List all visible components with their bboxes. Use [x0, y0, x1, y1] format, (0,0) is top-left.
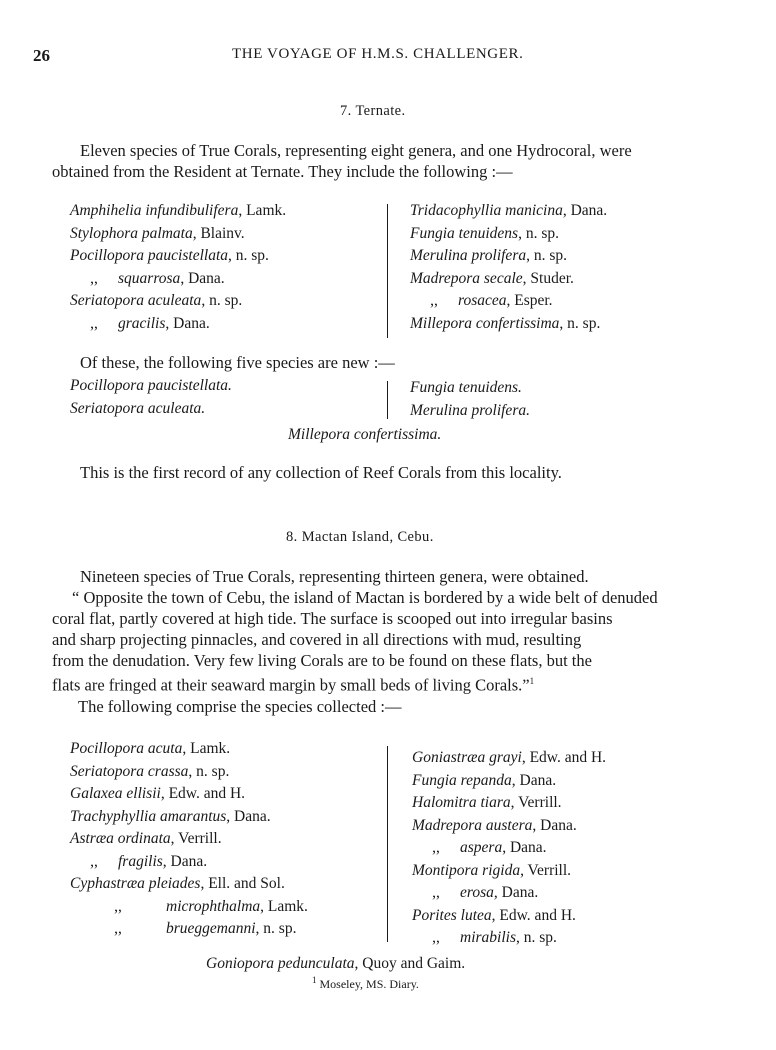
page-number: 26 — [33, 46, 50, 65]
species-entry: Galaxea ellisii, Edw. and H. — [70, 785, 246, 802]
section-7-intro — [52, 140, 724, 182]
para-line: Nineteen species of True Corals, representing thirteen genera, were obtained. — [80, 567, 589, 586]
section-7-species-left — [70, 200, 286, 335]
species-entry: Seriatopora aculeata, n. sp. — [70, 292, 243, 309]
section-7-title: 7. Ternate. — [340, 103, 406, 119]
species-entry: Stylophora palmata, Blainv. — [70, 224, 245, 242]
new-species-left — [70, 375, 232, 420]
species-entry: Fungia repanda, Dana. — [412, 771, 557, 789]
intro-line: obtained from the Resident at Ternate. They include the following :— — [52, 162, 513, 181]
species-entry: ,, squarrosa, Dana. — [90, 269, 225, 287]
new-species-right — [410, 377, 530, 422]
section-8-title: 8. Mactan Island, Cebu. — [286, 529, 434, 545]
footnote: $^1$ Moseley, MS. Diary. — [312, 975, 419, 991]
para-line: “ Opposite the town of Cebu, the island of Mactan is bordered by a wide belt of denuded — [72, 588, 658, 607]
species-entry: Seriatopora aculeata. — [70, 399, 206, 417]
species-entry: Porites lutea, Edw. and H. — [412, 906, 576, 924]
column-divider — [387, 381, 388, 419]
species-entry: Cyphastræa pleiades, Ell. and Sol. — [70, 875, 285, 892]
species-entry: Tridacophyllia manicina, Dana. — [410, 202, 608, 219]
running-title: THE VOYAGE OF H.M.S. CHALLENGER. — [232, 46, 524, 62]
species-entry: ,, microphthalma, Lamk. — [114, 897, 308, 915]
column-divider — [387, 204, 388, 338]
species-entry: Merulina prolifera. — [410, 401, 530, 419]
species-entry: Madrepora secale, Studer. — [410, 269, 574, 287]
species-entry: ,, gracilis, Dana. — [90, 314, 210, 332]
section-8-center-entry: Goniopora pedunculata, Quoy and Gaim. — [206, 955, 466, 972]
footnote-mark: 1 — [529, 676, 535, 686]
para-line: The following comprise the species collected :— — [78, 696, 402, 716]
new-species-intro: Of these, the following five species are new :— — [80, 353, 395, 372]
species-entry: Pocillopora paucistellata. — [70, 377, 232, 394]
para-line: and sharp projecting pinnacles, and covered in all directions with mud, resulting — [52, 630, 582, 649]
species-entry: ,, fragilis, Dana. — [90, 852, 208, 870]
species-entry: Merulina prolifera, n. sp. — [410, 247, 568, 264]
species-entry: Montipora rigida, Verrill. — [412, 861, 572, 879]
section-7-closing: This is the first record of any collection of Reef Corals from this locality. — [80, 463, 562, 482]
species-entry: ,, brueggemanni, n. sp. — [114, 920, 297, 937]
para-line: coral flat, partly covered at high tide. The surface is scooped out into irregular basins — [52, 609, 613, 628]
species-entry: Amphihelia infundibulifera, Lamk. — [70, 202, 287, 219]
species-entry: ,, mirabilis, n. sp. — [432, 929, 557, 946]
section-7-species-right — [410, 200, 607, 335]
para-line: from the denudation. Very few living Corals are to be found on these flats, but the — [52, 651, 592, 670]
new-species-center: Millepora confertissima. — [288, 426, 442, 443]
species-entry: Trachyphyllia amarantus, Dana. — [70, 807, 271, 825]
species-entry: ,, rosacea, Esper. — [430, 292, 553, 309]
species-entry: Pocillopora acuta, Lamk. — [70, 740, 231, 757]
intro-line: Eleven species of True Corals, representing eight genera, and one Hydrocoral, were — [80, 141, 632, 160]
species-entry: Goniastræa grayi, Edw. and H. — [412, 749, 607, 766]
species-entry: Madrepora austera, Dana. — [412, 816, 577, 834]
column-divider — [387, 746, 388, 942]
section-8-species-left — [70, 738, 308, 941]
species-entry: ,, erosa, Dana. — [432, 884, 539, 901]
species-entry: Seriatopora crassa, n. sp. — [70, 762, 230, 780]
species-entry: Halomitra tiara, Verrill. — [412, 794, 562, 811]
species-entry: Pocillopora paucistellata, n. sp. — [70, 247, 269, 264]
species-entry: Fungia tenuidens. — [410, 379, 522, 396]
species-entry: Astræa ordinata, Verrill. — [70, 830, 222, 847]
para-line: flats are fringed at their seaward margin by small beds of living Corals.”$^1$ — [52, 675, 535, 695]
species-entry: ,, aspera, Dana. — [432, 839, 547, 856]
section-8-paragraph — [52, 566, 724, 717]
section-8-species-right — [412, 747, 606, 950]
species-entry: Fungia tenuidens, n. sp. — [410, 224, 559, 242]
species-entry: Millepora confertissima, n. sp. — [410, 314, 601, 332]
